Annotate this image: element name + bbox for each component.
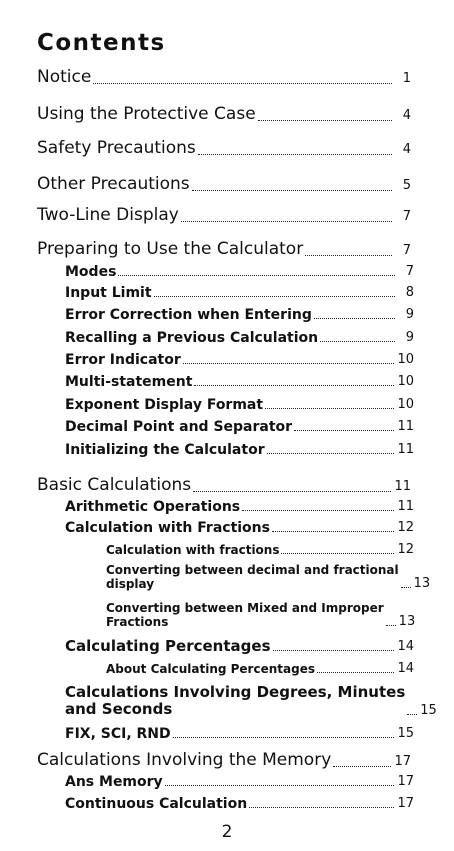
toc-entry-two-line-display[interactable] [37,206,411,226]
toc-entry-label: Exponent Display Format [65,397,264,413]
toc-entry-label: Decimal Point and Separator [65,419,293,435]
dot-leader [193,491,391,492]
toc-page-number: 15 [397,726,414,742]
toc-page-number: 14 [397,661,414,676]
dot-leader [249,807,394,808]
toc-page-number: 12 [397,520,414,536]
toc-entry-input-limit[interactable] [65,285,414,301]
toc-entry-label: Calculation with Fractions [65,520,270,536]
toc-entry-arithmetic[interactable] [65,499,414,515]
footer-page-number: 2 [221,822,233,842]
toc-entry-label: Modes [65,264,117,280]
toc-entry-label-line1: Converting between decimal and fractional [106,563,399,577]
toc-entry-label: Basic Calculations [37,475,192,495]
toc-page-number: 11 [397,442,414,458]
toc-page-number: 15 [420,702,437,718]
dot-leader [93,83,392,84]
dot-leader [320,341,395,342]
toc-entry-label: Error Correction when Entering [65,307,312,323]
toc-page-number: 9 [405,330,414,346]
toc-page-number: 13 [413,575,431,591]
toc-entry-continuous-calculation[interactable] [65,796,414,812]
toc-entry-other-precautions[interactable] [37,175,411,195]
toc-entry-converting-mixed[interactable] [106,602,414,630]
dot-leader [173,737,395,738]
dot-leader [294,430,394,431]
toc-entry-degrees-minutes[interactable] [65,683,437,719]
toc-page-number: 8 [405,285,414,301]
dot-leader [305,255,392,256]
toc-entry-label: About Calculating Percentages [106,662,315,677]
toc-page-number: 10 [397,374,414,390]
toc-entry-label: Input Limit [65,285,152,301]
toc-entry-ans-memory[interactable] [65,774,414,790]
toc-entry-initializing[interactable] [65,442,414,458]
toc-entry-label: FIX, SCI, RND [65,726,171,742]
page-title: Contents [37,30,166,56]
toc-entry-label: Calculation with fractions [106,543,280,558]
toc-entry-notice[interactable] [37,68,411,88]
toc-page-number: 7 [402,242,411,258]
toc-entry-multi-statement[interactable] [65,374,414,390]
toc-entry-error-indicator[interactable] [65,352,414,368]
toc-entry-label: Initializing the Calculator [65,442,265,458]
toc-entry-label: Error Indicator [65,352,181,368]
toc-page-number: 17 [397,774,414,790]
toc-entry-label: Preparing to Use the Calculator [37,239,304,259]
toc-entry-converting-decimal[interactable] [106,563,431,592]
toc-entry-label: Multi-statement [65,374,193,390]
dot-leader [181,221,392,222]
toc-entry-label-line2: and Seconds [65,700,173,719]
dot-leader [317,672,394,673]
toc-page-number: 14 [397,639,414,655]
toc-page-number: 7 [405,264,414,280]
toc-page-number: 1 [402,70,411,86]
dot-leader [265,408,394,409]
toc-page-number: 5 [402,177,411,193]
toc-entry-label-line2: Fractions [106,614,169,629]
toc-entry-label-line1: Calculations Involving Degrees, Minutes [65,683,406,701]
toc-entry-label: Other Precautions [37,174,190,194]
toc-entry-preparing[interactable] [37,240,411,260]
dot-leader [194,385,394,386]
toc-page-number: 11 [394,478,411,494]
toc-page-number: 11 [397,499,414,515]
dot-leader [401,587,411,588]
toc-page-number: 17 [397,796,414,812]
toc-entry-decimal-point[interactable] [65,419,414,435]
toc-page-number: 12 [397,542,414,557]
toc-entry-memory[interactable] [37,751,411,771]
dot-leader [118,275,395,276]
dot-leader [154,296,395,297]
toc-entry-recalling[interactable] [65,330,414,346]
toc-page-number: 7 [402,208,411,224]
toc-entry-exponent-display[interactable] [65,397,414,413]
dot-leader [183,363,395,364]
dot-leader [192,190,392,191]
toc-entry-protective-case[interactable] [37,105,411,125]
toc-entry-label: Using the Protective Case [37,104,256,124]
toc-entry-fix-sci-rnd[interactable] [65,726,414,742]
toc-page-number: 4 [402,141,411,157]
toc-entry-safety-precautions[interactable] [37,139,411,159]
toc-page-number: 17 [394,753,411,769]
toc-entry-calc-fractions-sub[interactable] [106,543,414,558]
dot-leader [386,625,396,626]
toc-entry-label: Two-Line Display [37,205,179,225]
toc-entry-label: Arithmetic Operations [65,499,241,515]
toc-entry-calc-fractions[interactable] [65,520,414,536]
toc-page-number: 4 [402,107,411,123]
toc-entry-about-percentages[interactable] [106,662,414,677]
toc-entry-label-line1: Converting between Mixed and Improper [106,601,384,615]
dot-leader [165,785,395,786]
toc-page-number: 11 [397,419,414,435]
toc-page-number: 9 [405,307,414,323]
dot-leader [198,154,392,155]
toc-entry-label: Notice [37,67,92,87]
toc-entry-basic-calculations[interactable] [37,476,411,496]
toc-entry-label [106,602,384,630]
toc-page-number: 10 [397,397,414,413]
toc-entry-label-line2: display [106,576,155,591]
toc-entry-label: Calculations Involving the Memory [37,750,332,770]
toc-entry-modes[interactable] [65,264,414,280]
dot-leader [273,650,395,651]
dot-leader [407,714,417,715]
dot-leader [258,120,392,121]
toc-entry-label: Recalling a Previous Calculation [65,330,319,346]
toc-entry-error-correction[interactable] [65,307,414,323]
toc-entry-label [106,564,399,592]
dot-leader [272,531,394,532]
toc-entry-label: Ans Memory [65,774,163,790]
dot-leader [281,553,394,554]
toc-entry-label [65,684,405,719]
dot-leader [267,453,395,454]
toc-page-number: 13 [398,613,416,629]
toc-page-number: 10 [397,352,414,368]
toc-entry-label: Continuous Calculation [65,796,248,812]
toc-entry-calculating-percentages[interactable] [65,638,414,655]
toc-entry-label: Safety Precautions [37,138,196,158]
dot-leader [242,510,394,511]
dot-leader [333,766,391,767]
dot-leader [314,318,395,319]
toc-entry-label: Calculating Percentages [65,637,271,655]
